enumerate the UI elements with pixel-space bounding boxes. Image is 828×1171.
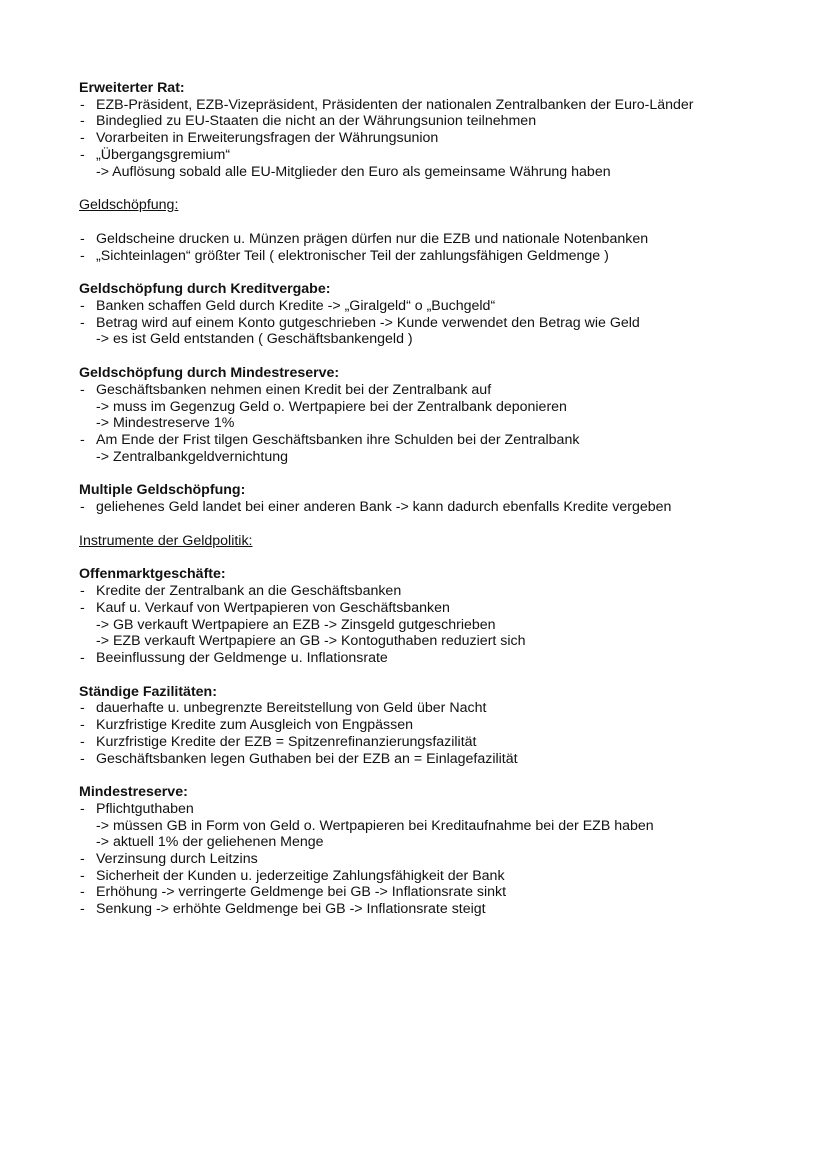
- dash-bullet-icon: -: [80, 867, 85, 884]
- list-item: [79, 650, 779, 667]
- list-item-continuation: -> Mindestreserve 1%: [96, 415, 235, 432]
- list-item-text: Kredite der Zentralbank an die Geschäftsbanken: [96, 583, 402, 600]
- list-item: [79, 432, 779, 449]
- list-item-text: Geldscheine drucken u. Münzen prägen dürfen nur die EZB und nationale Notenbanken: [96, 230, 649, 247]
- list-item-text: Sicherheit der Kunden u. jederzeitige Zahlungsfähigkeit der Bank: [96, 867, 505, 884]
- section: [79, 365, 779, 465]
- list-item-text: Beeinflussung der Geldmenge u. Inflationsrate: [96, 649, 388, 666]
- section-heading: Mindestreserve:: [79, 784, 188, 801]
- list-item-text: Verzinsung durch Leitzins: [96, 851, 258, 868]
- document-page: [79, 80, 779, 918]
- section-heading: Ständige Fazilitäten:: [79, 683, 217, 700]
- dash-bullet-icon: -: [80, 146, 85, 163]
- list-item: [79, 499, 779, 516]
- list-item: [79, 382, 779, 399]
- list-item: [79, 717, 779, 734]
- list-item: [79, 147, 779, 164]
- list-item: [79, 868, 779, 885]
- list-item-text: Betrag wird auf einem Konto gutgeschrieben -> Kunde verwendet den Betrag wie Geld: [96, 314, 640, 331]
- list-item-text: Erhöhung -> verringerte Geldmenge bei GB -> Inflationsrate sinkt: [96, 884, 507, 901]
- list-item: [79, 315, 779, 332]
- list-item: [79, 801, 779, 818]
- dash-bullet-icon: -: [80, 901, 85, 918]
- section: [79, 197, 779, 214]
- dash-bullet-icon: -: [80, 851, 85, 868]
- dash-bullet-icon: -: [80, 717, 85, 734]
- list-item-text: Pflichtguthaben: [96, 800, 194, 817]
- section: [79, 684, 779, 768]
- list-item-text: dauerhafte u. unbegrenzte Bereitstellung von Geld über Nacht: [96, 700, 487, 717]
- list-item-continuation: -> GB verkauft Wertpapiere an EZB -> Zinsgeld gutgeschrieben: [96, 616, 496, 633]
- list-item-text: Geschäftsbanken nehmen einen Kredit bei der Zentralbank auf: [96, 381, 492, 398]
- list-item-continuation: -> es ist Geld entstanden ( Geschäftsbankengeld ): [96, 331, 413, 348]
- list-item: [79, 600, 779, 617]
- list-item: [79, 298, 779, 315]
- list-item-continuation: -> muss im Gegenzug Geld o. Wertpapiere bei der Zentralbank deponieren: [96, 398, 567, 415]
- section: [79, 784, 779, 918]
- dash-bullet-icon: -: [80, 800, 85, 817]
- dash-bullet-icon: -: [80, 884, 85, 901]
- section: [79, 566, 779, 666]
- list-item-text: „Übergangsgremium“: [96, 146, 231, 163]
- list-item-text: Kurzfristige Kredite der EZB = Spitzenrefinanzierungsfazilität: [96, 733, 477, 750]
- list-item-text: Kauf u. Verkauf von Wertpapieren von Geschäftsbanken: [96, 599, 450, 616]
- list-item-text: Bindeglied zu EU-Staaten die nicht an der Währungsunion teilnehmen: [96, 113, 537, 130]
- list-item: [79, 248, 779, 265]
- dash-bullet-icon: -: [80, 750, 85, 767]
- list-item: [79, 583, 779, 600]
- dash-bullet-icon: -: [80, 230, 85, 247]
- section-heading: Geldschöpfung durch Mindestreserve:: [79, 365, 340, 382]
- dash-bullet-icon: -: [80, 431, 85, 448]
- list-item: [79, 130, 779, 147]
- dash-bullet-icon: -: [80, 381, 85, 398]
- list-item-text: Vorarbeiten in Erweiterungsfragen der Währungsunion: [96, 130, 439, 147]
- list-item: [79, 851, 779, 868]
- list-item-text: Banken schaffen Geld durch Kredite -> „Giralgeld“ o „Buchgeld“: [96, 298, 496, 315]
- list-item: [79, 884, 779, 901]
- dash-bullet-icon: -: [80, 700, 85, 717]
- dash-bullet-icon: -: [80, 96, 85, 113]
- list-item-continuation: -> EZB verkauft Wertpapiere an GB -> Kontoguthaben reduziert sich: [96, 633, 526, 650]
- section-heading: Offenmarktgeschäfte:: [79, 566, 226, 583]
- section: [79, 482, 779, 515]
- list-item-text: Am Ende der Frist tilgen Geschäftsbanken ihre Schulden bei der Zentralbank: [96, 431, 580, 448]
- list-item: [79, 700, 779, 717]
- dash-bullet-icon: -: [80, 247, 85, 264]
- dash-bullet-icon: -: [80, 599, 85, 616]
- section: [79, 533, 779, 550]
- list-item: [79, 231, 779, 248]
- section-heading: Erweiterter Rat:: [79, 80, 185, 96]
- dash-bullet-icon: -: [80, 298, 85, 315]
- list-item: [79, 97, 779, 114]
- list-item-text: Senkung -> erhöhte Geldmenge bei GB -> Inflationsrate steigt: [96, 901, 486, 918]
- section: [79, 231, 779, 264]
- section-heading: Multiple Geldschöpfung:: [79, 482, 246, 499]
- section-heading: Geldschöpfung durch Kreditvergabe:: [79, 281, 331, 298]
- dash-bullet-icon: -: [80, 583, 85, 600]
- list-item-text: EZB-Präsident, EZB-Vizepräsident, Präsidenten der nationalen Zentralbanken der Euro-Länder: [96, 96, 694, 113]
- list-item-continuation: -> müssen GB in Form von Geld o. Wertpapieren bei Kreditaufnahme bei der EZB haben: [96, 817, 654, 834]
- section-heading: Instrumente der Geldpolitik:: [79, 532, 253, 549]
- list-item-text: Kurzfristige Kredite zum Ausgleich von Engpässen: [96, 717, 414, 734]
- dash-bullet-icon: -: [80, 499, 85, 516]
- list-item-continuation: -> aktuell 1% der geliehenen Menge: [96, 834, 324, 851]
- dash-bullet-icon: -: [80, 130, 85, 147]
- list-item-continuation: -> Zentralbankgeldvernichtung: [96, 448, 289, 465]
- list-item-continuation: -> Auflösung sobald alle EU-Mitglieder den Euro als gemeinsame Währung haben: [96, 163, 611, 180]
- dash-bullet-icon: -: [80, 314, 85, 331]
- list-item-text: „Sichteinlagen“ größter Teil ( elektronischer Teil der zahlungsfähigen Geldmenge ): [96, 247, 609, 264]
- list-item: [79, 901, 779, 918]
- list-item-text: Geschäftsbanken legen Guthaben bei der EZB an = Einlagefazilität: [96, 750, 518, 767]
- section: [79, 80, 779, 180]
- list-item: [79, 113, 779, 130]
- dash-bullet-icon: -: [80, 649, 85, 666]
- list-item-text: geliehenes Geld landet bei einer anderen Bank -> kann dadurch ebenfalls Kredite vergeben: [96, 499, 672, 516]
- dash-bullet-icon: -: [80, 733, 85, 750]
- list-item: [79, 734, 779, 751]
- section-heading: Geldschöpfung:: [79, 197, 179, 214]
- dash-bullet-icon: -: [80, 113, 85, 130]
- list-item: [79, 751, 779, 768]
- section: [79, 281, 779, 348]
